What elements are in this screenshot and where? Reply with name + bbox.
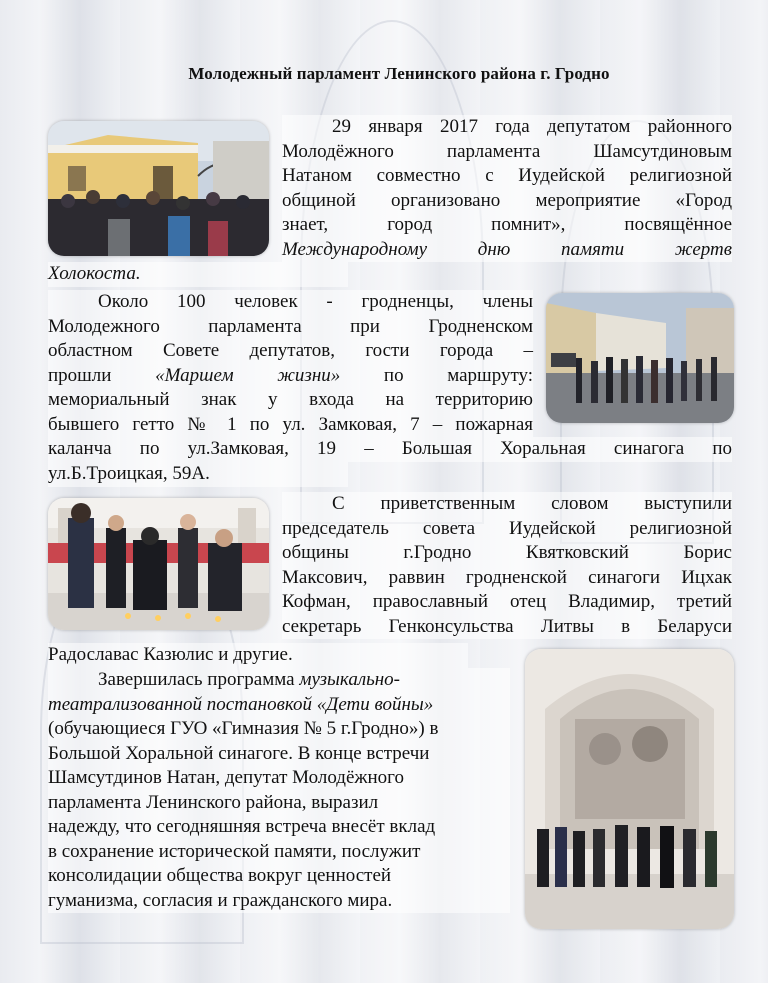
paragraph-3 — [282, 492, 732, 639]
p2-line-8: ул.Б.Троицкая, 59А. — [48, 463, 210, 484]
p3-line-4: Максович, раввин гродненской синагоги Ицхак — [282, 566, 732, 588]
paragraph-1-end — [48, 262, 348, 287]
p1-line-4: общиной организовано мероприятие «Город — [282, 189, 732, 211]
paragraph-3-end — [48, 643, 468, 668]
p2-line-4b: «Маршем жизни» — [155, 364, 341, 386]
p4-line-3: (обучающиеся ГУО «Гимназия № 5 г.Гродно») в — [48, 718, 439, 739]
paragraph-2-final — [48, 462, 348, 487]
p2-line-1: Около 100 человек - гродненцы, члены — [98, 291, 533, 312]
photo-crowd-at-building — [48, 121, 269, 256]
p2-line-5: мемориальный знак у входа на территорию — [48, 389, 533, 410]
paragraph-4 — [48, 668, 510, 913]
p3-line-2: председатель совета Иудейской религиозной — [282, 517, 732, 539]
photo-children-of-war-performance — [525, 649, 734, 929]
p3-line-1: С приветственным словом выступили — [332, 493, 732, 514]
p2-line-7: каланча по ул.Замковая, 19 – Большая Хоральная синагога по — [48, 438, 732, 459]
photo-march-of-life — [546, 293, 734, 423]
photo-candle-lighting — [48, 498, 269, 630]
p2-line-6: бывшего гетто № 1 по ул. Замковая, 7 – пожарная — [48, 413, 533, 435]
p4-line-7: надежду, что сегодняшняя встреча внесёт вклад — [48, 816, 436, 837]
p3-line-3: общины г.Гродно Квятковский Борис — [282, 542, 732, 563]
p1-line-6: Международному дню памяти жертв — [282, 238, 732, 260]
p2-line-3: областном Совете депутатов, гости города – — [48, 340, 533, 361]
p4-line-1b: музыкально- — [299, 669, 400, 690]
p4-line-10: гуманизма, согласия и гражданского мира. — [48, 889, 393, 911]
p4-line-9: консолидации общества вокруг ценностей — [48, 865, 392, 886]
p4-line-2: театрализованной постановкой «Дети войны» — [48, 693, 434, 715]
p4-line-1a: Завершилась программа — [98, 669, 295, 690]
p4-line-8: в сохранение исторической памяти, послужит — [48, 840, 421, 862]
p3-line-7: Радославас Казюлис и другие. — [48, 644, 293, 665]
page-title: Молодежный парламент Ленинского района г. Гродно — [188, 64, 610, 83]
p1-line-3: Натаном совместно с Иудейской религиозной — [282, 165, 732, 186]
p1-line-7: Холокоста. — [48, 263, 141, 284]
paragraph-1 — [282, 115, 732, 262]
p4-line-5: Шамсутдинов Натан, депутат Молодёжного — [48, 767, 404, 788]
p1-line-5: знает, город помнит», посвящённое — [282, 214, 732, 235]
p3-line-5: Кофман, православный отец Владимир, третий — [282, 591, 732, 612]
p2-line-4c: по маршруту: — [383, 364, 534, 386]
p2-line-2: Молодежного парламента при Гродненском — [48, 315, 533, 337]
p1-line-2: Молодёжного парламента Шамсутдиновым — [282, 140, 732, 162]
p2-line-4a: прошли — [48, 364, 112, 386]
paragraph-2 — [48, 290, 533, 437]
p4-line-6: парламента Ленинского района, выразил — [48, 791, 379, 813]
p4-line-4: Большой Хоральной синагоге. В конце встречи — [48, 742, 430, 764]
paragraph-2-end — [48, 437, 732, 462]
p3-line-6: секретарь Генконсульства Литвы в Беларуси — [282, 615, 732, 637]
p1-line-1: 29 января 2017 года депутатом районного — [332, 116, 732, 137]
